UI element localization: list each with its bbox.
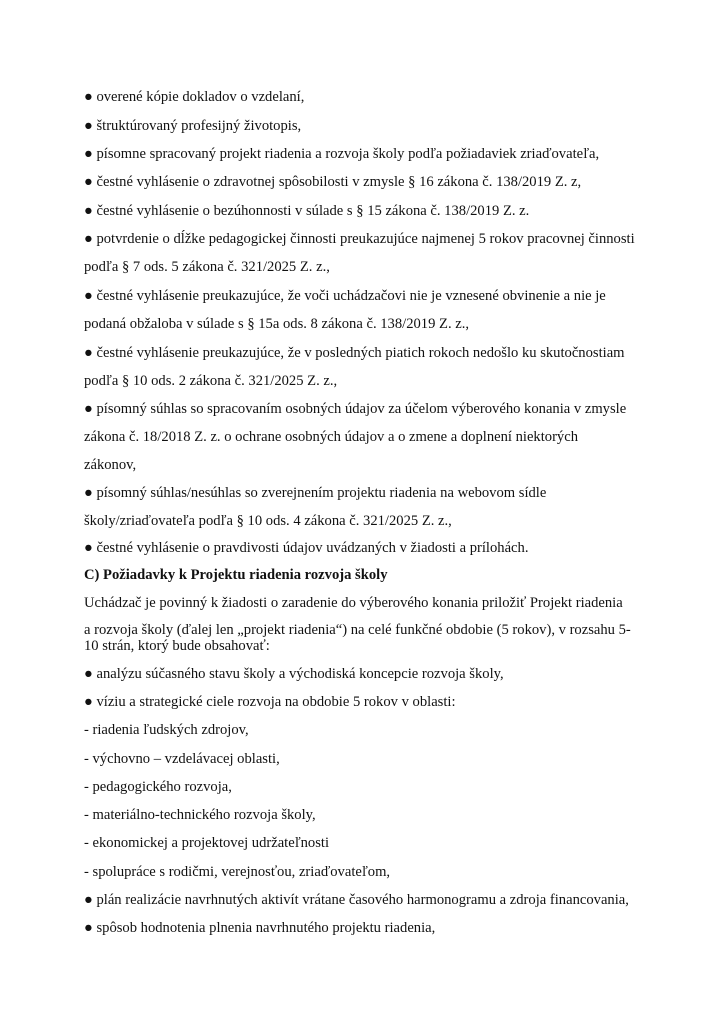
list-item: ● čestné vyhlásenie preukazujúce, že v posledných piatich rokoch nedošlo ku skutočnostiam — [84, 345, 625, 361]
list-item: ● písomný súhlas so spracovaním osobných údajov za účelom výberového konania v zmysle — [84, 401, 627, 417]
list-item: ● plán realizácie navrhnutých aktivít vrátane časového harmonogramu a zdroja financovania, — [84, 892, 629, 908]
sub-item: - materiálno-technického rozvoja školy, — [84, 807, 316, 823]
sub-item: - výchovno – vzdelávacej oblasti, — [84, 751, 280, 767]
list-item: ● čestné vyhlásenie o bezúhonnosti v súlade s § 15 zákona č. 138/2019 Z. z. — [84, 203, 530, 219]
list-item: ● víziu a strategické ciele rozvoja na obdobie 5 rokov v oblasti: — [84, 694, 456, 710]
list-item-continuation: školy/zriaďovateľa podľa § 10 ods. 4 zákona č. 321/2025 Z. z., — [84, 513, 452, 529]
sub-item: - riadenia ľudských zdrojov, — [84, 722, 249, 738]
list-item: ● písomne spracovaný projekt riadenia a rozvoja školy podľa požiadaviek zriaďovateľa, — [84, 146, 600, 162]
list-item: ● štruktúrovaný profesijný životopis, — [84, 118, 302, 134]
list-item: ● písomný súhlas/nesúhlas so zverejnením projektu riadenia na webovom sídle — [84, 485, 547, 501]
sub-item: - pedagogického rozvoja, — [84, 779, 232, 795]
sub-item: - spolupráce s rodičmi, verejnosťou, zriaďovateľom, — [84, 864, 391, 880]
list-item: ● čestné vyhlásenie o zdravotnej spôsobilosti v zmysle § 16 zákona č. 138/2019 Z. z, — [84, 174, 582, 190]
list-item-continuation: podľa § 10 ods. 2 zákona č. 321/2025 Z. z., — [84, 373, 338, 389]
section-heading: C) Požiadavky k Projektu riadenia rozvoja školy — [84, 567, 388, 583]
list-item: ● analýzu súčasného stavu školy a východiská koncepcie rozvoja školy, — [84, 666, 504, 682]
list-item: ● čestné vyhlásenie o pravdivosti údajov uvádzaných v žiadosti a prílohách. — [84, 540, 529, 556]
paragraph-line: Uchádzač je povinný k žiadosti o zaradenie do výberového konania priložiť Projekt riadenia — [84, 595, 623, 611]
list-item: ● spôsob hodnotenia plnenia navrhnutého projektu riadenia, — [84, 920, 436, 936]
list-item: ● overené kópie dokladov o vzdelaní, — [84, 89, 305, 105]
list-item-continuation: zákona č. 18/2018 Z. z. o ochrane osobných údajov a o zmene a doplnení niektorých — [84, 429, 578, 445]
paragraph-line: a rozvoja školy (ďalej len „projekt riadenia“) na celé funkčné obdobie (5 rokov), v rozsahu 5- — [84, 622, 631, 638]
list-item: ● potvrdenie o dĺžke pedagogickej činnosti preukazujúce najmenej 5 rokov pracovnej činnosti — [84, 231, 635, 247]
list-item-continuation: podaná obžaloba v súlade s § 15a ods. 8 zákona č. 138/2019 Z. z., — [84, 316, 470, 332]
list-item-continuation: zákonov, — [84, 457, 137, 473]
list-item: ● čestné vyhlásenie preukazujúce, že voči uchádzačovi nie je vznesené obvinenie a nie je — [84, 288, 606, 304]
paragraph-line: 10 strán, ktorý bude obsahovať: — [84, 638, 270, 654]
sub-item: - ekonomickej a projektovej udržateľnosti — [84, 835, 330, 851]
list-item-continuation: podľa § 7 ods. 5 zákona č. 321/2025 Z. z., — [84, 259, 330, 275]
